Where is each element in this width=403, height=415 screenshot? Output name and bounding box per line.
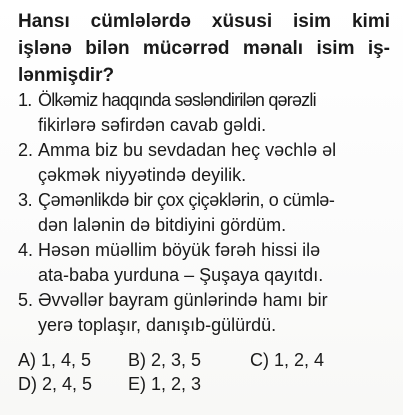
sentence-item-1 [18,88,394,138]
sentence-number: 4. [18,240,34,260]
sentence-list [18,88,394,338]
answer-option-d[interactable]: D) 2, 4, 5 [18,374,93,394]
sentence-text-line-1: Həsən müəllim böyük fərəh hissi ilə [38,240,321,260]
sentence-text-line-1: Ölkəmiz haqqında səsləndirilən qərəzli [38,90,316,110]
sentence-text-line-2: fikirlərə səfirdən cavab gəldi. [38,115,267,135]
answer-option-a[interactable]: A) 1, 4, 5 [18,350,92,370]
answer-option-c[interactable]: C) 1, 2, 4 [250,350,325,370]
sentence-text-line-2: yerə toplaşır, danışıb-gülürdü. [38,315,277,335]
sentence-text-line-2: çəkmək niyyətində deyilik. [38,165,247,185]
question-line-3: lənmişdir? [18,65,115,86]
answer-option-e[interactable]: E) 1, 2, 3 [128,374,202,394]
question-stem [18,8,390,89]
sentence-item-2 [18,138,394,188]
answer-choices [18,348,380,396]
sentence-number: 2. [18,140,34,160]
sentence-text-line-1: Əvvəllər bayram günlərində hamı bir [38,290,328,310]
answer-option-b[interactable]: B) 2, 3, 5 [128,350,202,370]
question-line-1: Hansı cümlələrdə xüsusi isim kimi [18,11,390,32]
sentence-item-4 [18,238,394,288]
sentence-number: 3. [18,190,33,210]
sentence-item-3 [18,188,394,238]
sentence-number: 1. [18,90,32,110]
sentence-item-5 [18,288,394,338]
sentence-text-line-2: ata-baba yurduna – Şuşaya qayıtdı. [38,265,324,285]
sentence-number: 5. [18,290,34,310]
sentence-text-line-2: dən lalənin də bitdiyini gördüm. [38,215,287,235]
answer-row-1 [18,348,380,372]
sentence-text-line-1: Amma biz bu sevdadan heç vəchlə əl [38,140,337,160]
sentence-text-line-1: Çəmənlikdə bir çox çiçəklərin, o cümlə- [38,190,335,210]
question-line-2: işlənə bilən mücərrəd mənalı isim iş- [18,38,390,59]
answer-row-2 [18,372,380,396]
